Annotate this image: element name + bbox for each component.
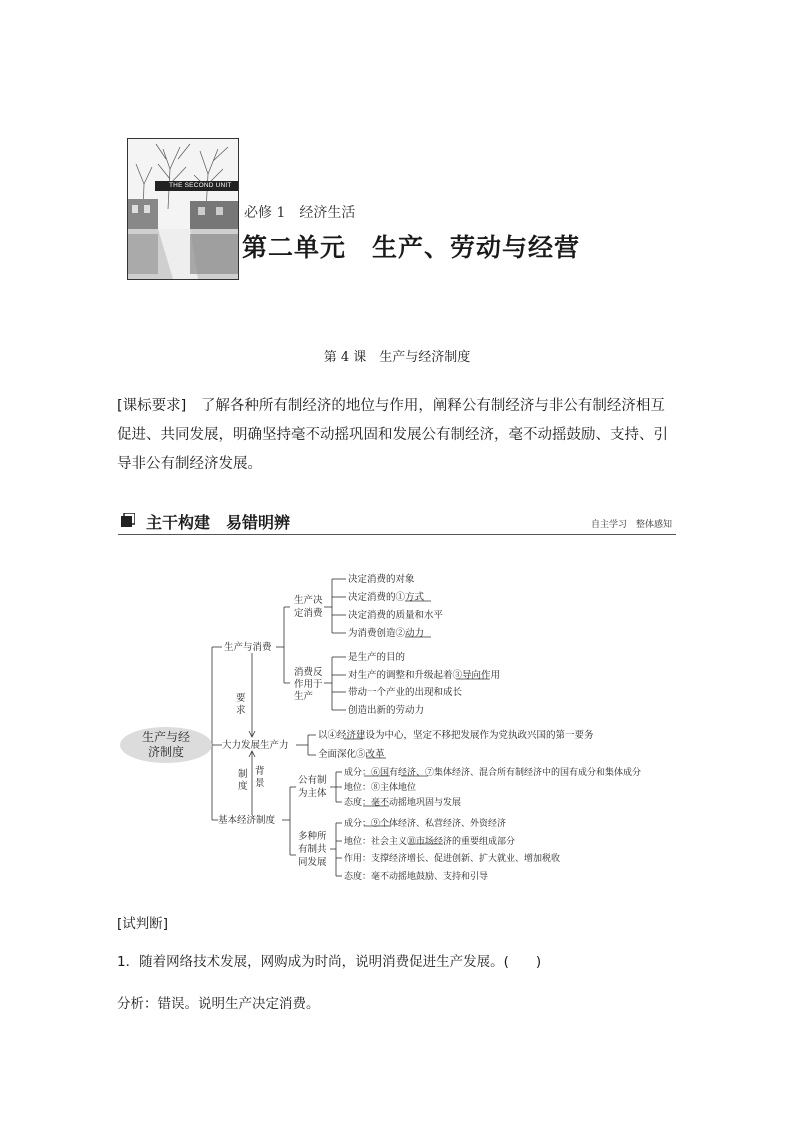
- question-1: 1．随着网络技术发展，网购成为时尚，说明消费促进生产发展。( ): [117, 954, 542, 970]
- requirement-tag: [课标要求]: [117, 398, 187, 414]
- b1b-item: 是生产的目的: [348, 652, 406, 663]
- answer-1: 分析：错误。说明生产决定消费。: [117, 996, 320, 1012]
- b1a-item: 决定消费的对象: [348, 574, 415, 585]
- b1b-item: 创造出新的劳动力: [348, 705, 425, 716]
- b1a-item: 为消费创造②动力: [348, 628, 425, 639]
- label-system-1: 制: [238, 769, 248, 780]
- node-develop-productivity: 大力发展生产力: [222, 740, 289, 751]
- judge-tag: [试判断]: [117, 916, 169, 932]
- node-production-consumption: 生产与消费: [224, 642, 272, 653]
- node-multi-ownership-line3: 同发展: [298, 857, 327, 868]
- b3b-item: 地位：社会主义⑩市场经济的重要组成部分: [344, 837, 516, 847]
- curriculum-requirement: [117, 392, 679, 479]
- requirement-text: 了解各种所有制经济的地位与作用，阐释公有制经济与非公有制经济相互促进、共同发展，明确坚持毫不动摇巩固和发展公有制经济，毫不动摇鼓励、支持、引导非公有制经济发展。: [117, 398, 668, 472]
- b3a-item: 地位：⑧主体地位: [344, 783, 417, 793]
- concept-map: [118, 565, 678, 895]
- node-multi-ownership-line1: 多种所: [298, 831, 327, 842]
- unit-title: 第二单元 生产、劳动与经营: [242, 233, 581, 262]
- b1b-item: 对生产的调整和升级起着③导向作用: [348, 670, 501, 681]
- unit-banner: THE SECOND UNIT: [155, 181, 238, 191]
- node-consumption-reacts-line3: 生产: [294, 691, 314, 702]
- b1a-item: 决定消费的质量和水平: [348, 610, 444, 621]
- b2-item: 以④经济建设为中心，坚定不移把发展作为党执政兴国的第一要务: [318, 730, 594, 741]
- node-consumption-reacts-line2: 作用于: [294, 679, 323, 690]
- node-multi-ownership-line2: 有制共: [298, 844, 327, 855]
- b3b-item: 态度：毫不动摇地鼓励、支持和引导: [344, 872, 489, 882]
- canal-scene-image: [128, 139, 238, 279]
- b3b-item: 作用：支撑经济增长、促进创新、扩大就业、增加税收: [344, 854, 561, 864]
- section-title: 主干构建 易错明辨: [146, 513, 291, 532]
- root-node-line1: 生产与经: [141, 730, 191, 744]
- unit-cover-photo: [127, 138, 239, 280]
- b1a-item: 决定消费的①方式: [348, 592, 425, 603]
- node-production-decides-line1: 生产决: [294, 595, 323, 606]
- section-book-icon: [121, 513, 135, 527]
- label-background-2: 景: [255, 778, 265, 789]
- label-requirement-2: 求: [236, 705, 246, 716]
- b2-item: 全面深化⑤改革: [318, 749, 385, 760]
- node-production-decides-line2: 定消费: [294, 608, 323, 619]
- section-header: [118, 510, 676, 535]
- node-public-main-line2: 为主体: [298, 788, 327, 799]
- label-background-1: 背: [255, 766, 265, 777]
- label-requirement-1: 要: [236, 693, 246, 704]
- subject-label: 必修 1 经济生活: [244, 205, 356, 221]
- b1b-item: 带动一个产业的出现和成长: [348, 687, 463, 698]
- node-basic-economic-system: 基本经济制度: [218, 815, 276, 826]
- node-consumption-reacts-line1: 消费反: [294, 667, 323, 678]
- node-public-main-line1: 公有制: [298, 775, 327, 786]
- b3b-item: 成分：⑨个体经济、私营经济、外资经济: [344, 819, 507, 829]
- concept-map-lines: [210, 579, 490, 876]
- root-node-line2: 济制度: [147, 745, 185, 759]
- b3a-item: 成分：⑥国有经济、⑦集体经济、混合所有制经济中的国有成分和集体成分: [344, 768, 642, 778]
- lesson-title: 第 4 课 生产与经济制度: [323, 350, 471, 365]
- section-subtitle: 自主学习 整体感知: [590, 520, 672, 530]
- label-system-2: 度: [238, 781, 248, 792]
- b3a-item: 态度：毫不动摇地巩固与发展: [344, 798, 462, 808]
